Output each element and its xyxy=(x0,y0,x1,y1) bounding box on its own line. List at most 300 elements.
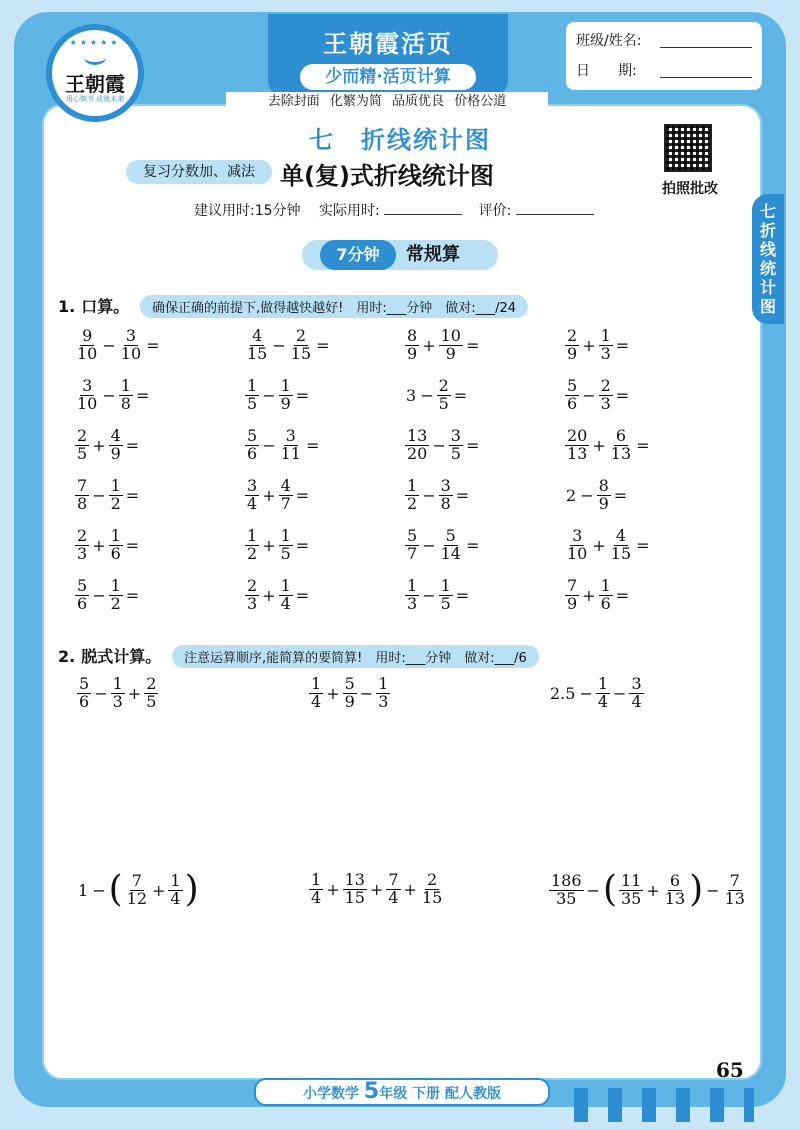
operator: − xyxy=(262,385,276,405)
operator: = xyxy=(295,585,310,605)
fraction xyxy=(125,870,149,908)
operator: = xyxy=(295,535,310,555)
numerator: 13 xyxy=(344,870,365,889)
operator: = xyxy=(295,485,310,505)
numerator: 186 xyxy=(551,870,582,890)
operator: 1 xyxy=(78,880,89,900)
denominator: 3 xyxy=(112,691,123,711)
q1-number: 1. xyxy=(58,297,76,316)
operator: − xyxy=(579,683,593,703)
fraction xyxy=(279,478,293,513)
numerator: 2 xyxy=(77,526,88,545)
fraction xyxy=(609,528,633,563)
fraction xyxy=(75,578,89,613)
numerator: 6 xyxy=(669,870,681,890)
operator: = xyxy=(125,585,140,605)
operator: = xyxy=(125,485,140,505)
fraction xyxy=(405,528,419,563)
operator: = xyxy=(613,485,628,505)
numerator: 4 xyxy=(110,426,121,445)
oral-problem xyxy=(404,328,481,363)
numerator: 5 xyxy=(344,674,355,693)
denominator: 4 xyxy=(170,888,181,908)
denominator: 2 xyxy=(407,493,418,513)
fraction xyxy=(309,676,323,711)
fraction xyxy=(245,428,259,463)
operator: = xyxy=(146,335,160,355)
fraction xyxy=(144,676,158,711)
numerator: 1 xyxy=(120,376,131,395)
denominator: 15 xyxy=(421,887,443,907)
oral-problem xyxy=(74,528,141,563)
operator: + xyxy=(646,880,660,900)
numerator: 1 xyxy=(597,674,609,693)
operator: = xyxy=(465,535,480,555)
numerator: 8 xyxy=(598,476,609,495)
denominator: 13 xyxy=(724,888,745,908)
numerator: 2 xyxy=(247,576,258,595)
operator: − xyxy=(582,385,596,405)
fraction xyxy=(245,528,259,563)
footer-grade-number: 5 xyxy=(363,1079,380,1104)
fraction xyxy=(663,870,687,908)
oral-problem xyxy=(74,478,141,513)
operator: 2 xyxy=(566,485,577,505)
operator: + xyxy=(369,879,384,899)
fraction xyxy=(629,676,643,711)
operator: − xyxy=(580,485,594,505)
denominator: 4 xyxy=(280,593,291,613)
oral-problem xyxy=(244,428,321,463)
fraction xyxy=(111,676,125,711)
operator: = xyxy=(636,535,650,555)
operator: + xyxy=(92,435,106,455)
book-icon xyxy=(84,50,106,65)
qr-label: 拍照批改 xyxy=(662,181,718,197)
denominator: 4 xyxy=(631,691,642,711)
banner-title: 王朝霞活页 xyxy=(323,29,453,58)
parenthesis: ( xyxy=(602,869,617,910)
numerator: 5 xyxy=(77,576,88,595)
denominator: 15 xyxy=(610,543,632,563)
operator: + xyxy=(422,335,436,355)
q1-hint: 确保正确的前提下,做得越快越好! 用时:___分钟 做对:___/24 xyxy=(140,295,528,318)
stepwise-problem xyxy=(76,869,200,910)
section-name: 常规算 xyxy=(406,244,460,265)
numerator: 4 xyxy=(615,526,627,545)
fraction xyxy=(439,478,453,513)
denominator: 5 xyxy=(247,393,258,413)
operator: − xyxy=(102,385,116,405)
q2-title: 脱式计算。 xyxy=(81,647,162,666)
denominator: 9 xyxy=(445,343,456,363)
stepwise-problem xyxy=(308,872,445,907)
operator: − xyxy=(422,485,436,505)
operator: = xyxy=(305,435,320,455)
numerator: 3 xyxy=(285,426,296,445)
operator: + xyxy=(262,535,276,555)
denominator: 11 xyxy=(280,443,301,463)
numerator: 3 xyxy=(82,376,93,395)
numerator: 1 xyxy=(378,674,389,693)
fraction xyxy=(245,378,259,413)
operator: = xyxy=(465,435,480,455)
operator: + xyxy=(592,435,606,455)
denominator: 5 xyxy=(438,393,449,413)
class-name-row xyxy=(576,30,752,52)
operator: = xyxy=(636,435,650,455)
operator: = xyxy=(615,335,630,355)
fraction xyxy=(109,528,123,563)
numerator: 1 xyxy=(247,526,258,545)
numerator: 3 xyxy=(572,526,583,545)
denominator: 10 xyxy=(77,393,98,413)
numerator: 1 xyxy=(110,576,121,595)
numerator: 4 xyxy=(280,476,291,495)
operator: − xyxy=(432,435,446,455)
fraction xyxy=(279,578,293,613)
operator: = xyxy=(615,585,630,605)
oral-problem xyxy=(404,378,469,413)
denominator: 10 xyxy=(77,343,98,363)
fraction xyxy=(279,428,303,463)
numerator: 3 xyxy=(125,326,137,345)
denominator: 9 xyxy=(598,493,609,513)
fraction xyxy=(405,578,419,613)
operator: − xyxy=(92,880,106,900)
suggested-time: 建议用时:15分钟 xyxy=(194,203,301,219)
fraction xyxy=(168,870,182,908)
operator: + xyxy=(592,535,606,555)
fraction xyxy=(109,578,123,613)
date-row xyxy=(576,60,752,82)
denominator: 9 xyxy=(280,393,291,413)
denominator: 8 xyxy=(120,393,131,413)
denominator: 10 xyxy=(120,343,142,363)
q2-hint: 注意运算顺序,能简算的要简算! 用时:___分钟 做对:___/6 xyxy=(172,645,539,668)
oral-problem xyxy=(564,528,652,563)
class-name-label: 班级/姓名: xyxy=(576,33,642,49)
numerator: 2 xyxy=(295,326,307,345)
numerator: 3 xyxy=(631,674,642,693)
oral-problem xyxy=(74,578,141,613)
numerator: 1 xyxy=(280,376,291,395)
fraction xyxy=(309,872,323,907)
denominator: 2 xyxy=(247,543,258,563)
fraction xyxy=(109,478,123,513)
denominator: 9 xyxy=(567,593,578,613)
fraction xyxy=(565,428,589,463)
denominator: 4 xyxy=(311,887,322,907)
fraction xyxy=(75,478,89,513)
fraction xyxy=(599,578,613,613)
slogan: 去除封面 化繁为简 品质优良 价格公道 xyxy=(226,92,548,112)
fraction xyxy=(245,328,269,363)
oral-problem xyxy=(244,328,332,363)
numerator: 1 xyxy=(280,526,291,545)
fraction xyxy=(343,872,367,907)
numerator: 2 xyxy=(427,870,438,889)
numerator: 5 xyxy=(247,426,258,445)
operator: − xyxy=(359,683,374,703)
operator: + xyxy=(262,485,276,505)
operator: = xyxy=(465,335,480,355)
numerator: 3 xyxy=(247,476,258,495)
denominator: 6 xyxy=(79,691,90,711)
footer-edition: 配人教版 xyxy=(444,1086,501,1102)
section-header xyxy=(302,240,498,270)
denominator: 7 xyxy=(280,493,291,513)
numerator: 1 xyxy=(440,576,451,595)
numerator: 1 xyxy=(407,576,418,595)
lesson-subtitle: 单(复)式折线统计图 xyxy=(280,162,494,190)
operator: = xyxy=(615,385,630,405)
denominator: 13 xyxy=(567,443,588,463)
numerator: 1 xyxy=(600,326,611,345)
publisher-logo xyxy=(46,24,144,122)
fraction xyxy=(439,528,463,563)
numerator: 6 xyxy=(615,426,627,445)
fraction xyxy=(599,328,613,363)
denominator: 20 xyxy=(407,443,428,463)
denominator: 3 xyxy=(600,393,611,413)
denominator: 6 xyxy=(600,593,611,613)
denominator: 3 xyxy=(378,691,389,711)
banner-series: 少而精·活页计算 xyxy=(300,64,476,90)
oral-problem xyxy=(564,478,629,513)
fraction xyxy=(405,478,419,513)
denominator: 10 xyxy=(567,543,588,563)
operator: + xyxy=(127,683,142,703)
denominator: 4 xyxy=(597,691,609,711)
date-field[interactable] xyxy=(660,77,752,78)
class-name-field[interactable] xyxy=(660,47,752,48)
fraction xyxy=(343,676,357,711)
fraction xyxy=(549,870,584,908)
operator: = xyxy=(295,385,310,405)
numerator: 9 xyxy=(82,326,93,345)
denominator: 6 xyxy=(567,393,578,413)
q2-number: 2. xyxy=(58,647,76,666)
operator: + xyxy=(92,535,106,555)
section-minutes: 7分钟 xyxy=(320,240,396,270)
logo-subtitle: 用心做书 成就未来 xyxy=(65,95,125,103)
numerator: 3 xyxy=(450,426,461,445)
denominator: 35 xyxy=(556,888,577,908)
oral-problem xyxy=(244,378,311,413)
operator: − xyxy=(92,485,106,505)
denominator: 12 xyxy=(126,888,147,908)
denominator: 13 xyxy=(610,443,632,463)
operator: = xyxy=(455,485,470,505)
denominator: 4 xyxy=(247,493,258,513)
parenthesis: ( xyxy=(108,869,123,910)
operator: − xyxy=(272,335,286,355)
review-tag: 复习分数加、减法 xyxy=(126,160,272,184)
question-1-header xyxy=(58,294,528,318)
denominator: 7 xyxy=(407,543,418,563)
numerator: 2 xyxy=(600,376,611,395)
numerator: 5 xyxy=(79,674,90,693)
fraction xyxy=(119,328,143,363)
operator: = xyxy=(455,585,470,605)
stepwise-problem xyxy=(76,676,159,711)
operator: − xyxy=(262,435,276,455)
actual-time-field[interactable] xyxy=(384,214,462,215)
fraction xyxy=(619,870,643,908)
numerator: 1 xyxy=(112,674,123,693)
denominator: 9 xyxy=(344,691,355,711)
numerator: 2 xyxy=(438,376,449,395)
denominator: 15 xyxy=(344,887,365,907)
oral-problem xyxy=(564,378,631,413)
qr-code-icon[interactable] xyxy=(664,124,712,172)
numerator: 3 xyxy=(440,476,451,495)
oral-problem xyxy=(74,428,141,463)
fraction xyxy=(75,528,89,563)
fraction xyxy=(279,528,293,563)
denominator: 8 xyxy=(77,493,88,513)
numerator: 7 xyxy=(131,870,142,890)
numerator: 2 xyxy=(77,426,88,445)
oral-problem xyxy=(74,328,162,363)
operator: + xyxy=(326,879,340,899)
operator: = xyxy=(135,385,150,405)
numerator: 10 xyxy=(440,326,461,345)
numerator: 5 xyxy=(567,376,578,395)
fraction xyxy=(437,378,451,413)
student-info-box xyxy=(566,22,762,90)
chapter-side-tab xyxy=(752,194,784,324)
numerator: 11 xyxy=(621,870,642,890)
numerator: 5 xyxy=(445,526,456,545)
oral-problem xyxy=(564,428,652,463)
operator: − xyxy=(613,683,627,703)
stepwise-problem xyxy=(548,676,645,711)
fraction xyxy=(109,428,123,463)
numerator: 1 xyxy=(600,576,611,595)
fraction xyxy=(75,328,99,363)
numerator: 2 xyxy=(146,674,157,693)
side-tab-text: 七折线统计图 xyxy=(759,202,776,316)
denominator: 3 xyxy=(77,543,88,563)
actual-time-label: 实际用时: xyxy=(318,203,380,219)
numerator: 8 xyxy=(407,326,418,345)
operator: + xyxy=(403,879,417,899)
logo-stars: ★★★★★ xyxy=(69,38,121,47)
denominator: 6 xyxy=(110,543,121,563)
fraction xyxy=(245,478,259,513)
footer-subject: 小学数学 xyxy=(303,1086,360,1102)
fraction xyxy=(599,378,613,413)
denominator: 6 xyxy=(77,593,88,613)
numerator: 4 xyxy=(252,326,263,345)
fraction xyxy=(77,676,91,711)
fraction xyxy=(565,328,579,363)
oral-problem xyxy=(74,378,151,413)
footer-badge xyxy=(254,1078,550,1106)
denominator: 35 xyxy=(621,888,642,908)
fraction xyxy=(609,428,633,463)
oral-problem xyxy=(244,528,311,563)
numerator: 1 xyxy=(110,476,121,495)
numerator: 1 xyxy=(407,476,418,495)
denominator: 5 xyxy=(146,691,157,711)
operator: + xyxy=(262,585,276,605)
operator: = xyxy=(316,335,330,355)
denominator: 15 xyxy=(247,343,268,363)
q1-title: 口算。 xyxy=(81,297,130,316)
fraction xyxy=(597,478,611,513)
denominator: 5 xyxy=(450,443,461,463)
parenthesis: ) xyxy=(184,869,199,910)
numerator: 1 xyxy=(311,674,322,693)
numerator: 7 xyxy=(567,576,578,595)
denominator: 15 xyxy=(290,343,312,363)
denominator: 4 xyxy=(311,691,322,711)
rating-label: 评价: xyxy=(478,203,512,219)
denominator: 5 xyxy=(77,443,88,463)
page-number: 65 xyxy=(716,1058,744,1082)
numerator: 13 xyxy=(407,426,428,445)
decorative-bars xyxy=(574,1088,754,1122)
denominator: 3 xyxy=(247,593,258,613)
denominator: 3 xyxy=(600,343,611,363)
oral-problem xyxy=(244,478,311,513)
operator: − xyxy=(706,880,720,900)
denominator: 6 xyxy=(247,443,258,463)
denominator: 9 xyxy=(407,343,418,363)
denominator: 2 xyxy=(110,593,121,613)
operator: − xyxy=(422,585,436,605)
operator: = xyxy=(125,535,140,555)
footer-grade-label: 年级 xyxy=(379,1086,408,1102)
denominator: 5 xyxy=(280,543,291,563)
series-banner xyxy=(268,14,508,98)
oral-problem xyxy=(564,328,631,363)
numerator: 1 xyxy=(311,870,322,889)
fraction xyxy=(420,872,444,907)
fraction xyxy=(289,328,313,363)
fraction xyxy=(565,528,589,563)
operator: = xyxy=(453,385,468,405)
denominator: 4 xyxy=(388,887,399,907)
timing-row xyxy=(194,200,606,220)
operator: − xyxy=(586,880,600,900)
fraction xyxy=(245,578,259,613)
stepwise-problem xyxy=(308,676,391,711)
oral-problem xyxy=(564,578,631,613)
oral-problem xyxy=(404,578,471,613)
stepwise-problem xyxy=(548,869,748,910)
numerator: 1 xyxy=(170,870,181,890)
chapter-title: 七 折线统计图 xyxy=(309,126,491,154)
date-label: 日 期: xyxy=(576,63,637,79)
denominator: 8 xyxy=(440,493,451,513)
rating-field[interactable] xyxy=(516,214,594,215)
operator: + xyxy=(326,683,340,703)
oral-problem xyxy=(404,428,481,463)
fraction xyxy=(565,578,579,613)
denominator: 3 xyxy=(407,593,418,613)
denominator: 5 xyxy=(440,593,451,613)
fraction xyxy=(439,328,463,363)
oral-problem xyxy=(404,528,481,563)
numerator: 1 xyxy=(110,526,121,545)
operator: = xyxy=(125,435,140,455)
oral-problem xyxy=(404,478,471,513)
operator: 2.5 xyxy=(550,683,576,703)
